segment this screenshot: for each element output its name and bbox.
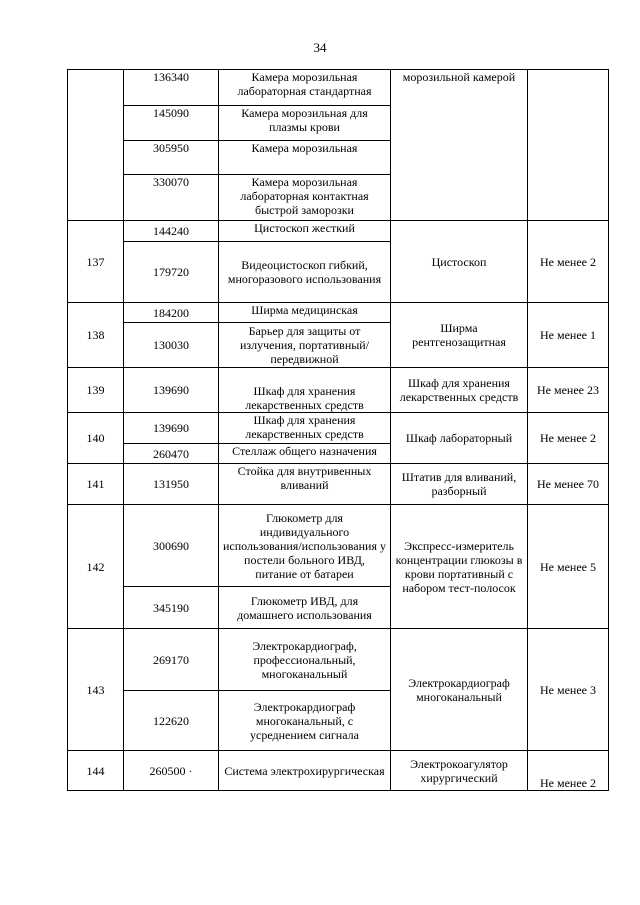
type-cell: Электрокоагулятор хирургический	[391, 751, 528, 791]
table-row	[68, 413, 609, 444]
qty-cell: Не менее 2	[528, 413, 609, 464]
num-cell	[68, 70, 124, 221]
code-cell: 139690	[124, 413, 219, 444]
qty-cell	[528, 70, 609, 221]
code-cell: 260500 ·	[124, 751, 219, 791]
name-cell: Ширма медицинская	[219, 303, 391, 323]
num-cell: 137	[68, 221, 124, 303]
qty-cell: Не менее 5	[528, 505, 609, 629]
name-cell: Цистоскоп жесткий	[219, 221, 391, 242]
table-row	[68, 505, 609, 587]
code-cell: 145090	[124, 106, 219, 141]
table-row	[68, 629, 609, 691]
code-cell: 131950	[124, 464, 219, 505]
num-cell: 143	[68, 629, 124, 751]
num-cell: 144	[68, 751, 124, 791]
table-row	[68, 751, 609, 791]
code-cell: 179720	[124, 242, 219, 303]
table-row	[68, 303, 609, 323]
name-cell: Стойка для внутривенных вливаний	[219, 464, 391, 505]
name-cell: Глюкометр для индивидуального использования/использования у постели больного ИВД, питание от батареи	[219, 505, 391, 587]
type-cell: Ширма рентгенозащитная	[391, 303, 528, 368]
table-row	[68, 464, 609, 505]
qty-cell: Не менее 70	[528, 464, 609, 505]
code-cell: 144240	[124, 221, 219, 242]
name-cell: Шкаф для хранения лекарственных средств	[219, 368, 391, 413]
code-cell: 139690	[124, 368, 219, 413]
table-row	[68, 221, 609, 242]
type-cell: Штатив для вливаний, разборный	[391, 464, 528, 505]
code-cell: 345190	[124, 587, 219, 629]
num-cell: 142	[68, 505, 124, 629]
code-cell: 136340	[124, 70, 219, 106]
code-cell: 122620	[124, 691, 219, 751]
name-cell: Видеоцистоскоп гибкий, многоразового использования	[219, 242, 391, 303]
qty-cell: Не менее 23	[528, 368, 609, 413]
code-cell: 130030	[124, 323, 219, 368]
name-cell: Стеллаж общего назначения	[219, 444, 391, 464]
qty-cell: Не менее 2	[528, 751, 609, 791]
qty-cell: Не менее 3	[528, 629, 609, 751]
qty-cell: Не менее 2	[528, 221, 609, 303]
name-cell: Электрокардиограф, профессиональный, многоканальный	[219, 629, 391, 691]
type-cell: Цистоскоп	[391, 221, 528, 303]
name-cell: Электрокардиограф многоканальный, с усреднением сигнала	[219, 691, 391, 751]
table-row	[68, 70, 609, 106]
name-cell: Барьер для защиты от излучения, портативный/передвижной	[219, 323, 391, 368]
num-cell: 139	[68, 368, 124, 413]
code-cell: 305950	[124, 141, 219, 175]
code-cell: 184200	[124, 303, 219, 323]
name-cell: Система электрохирургическая	[219, 751, 391, 791]
table-row	[68, 368, 609, 413]
code-cell: 330070	[124, 175, 219, 221]
code-cell: 269170	[124, 629, 219, 691]
name-cell: Камера морозильная лабораторная контактная быстрой заморозки	[219, 175, 391, 221]
page-number: 34	[313, 40, 327, 55]
code-cell: 300690	[124, 505, 219, 587]
name-cell: Камера морозильная	[219, 141, 391, 175]
num-cell: 138	[68, 303, 124, 368]
qty-cell: Не менее 1	[528, 303, 609, 368]
type-cell: Электрокардиограф многоканальный	[391, 629, 528, 751]
name-cell: Шкаф для хранения лекарственных средств	[219, 413, 391, 444]
type-cell: Шкаф для хранения лекарственных средств	[391, 368, 528, 413]
num-cell: 140	[68, 413, 124, 464]
equipment-table	[67, 69, 609, 791]
type-cell: Шкаф лабораторный	[391, 413, 528, 464]
type-cell: Экспресс-измеритель концентрации глюкозы в крови портативный с набором тест-полосок	[391, 505, 528, 629]
code-cell: 260470	[124, 444, 219, 464]
name-cell: Камера морозильная для плазмы крови	[219, 106, 391, 141]
type-cell: морозильной камерой	[391, 70, 528, 221]
num-cell: 141	[68, 464, 124, 505]
name-cell: Камера морозильная лабораторная стандартная	[219, 70, 391, 106]
name-cell: Глюкометр ИВД, для домашнего использования	[219, 587, 391, 629]
